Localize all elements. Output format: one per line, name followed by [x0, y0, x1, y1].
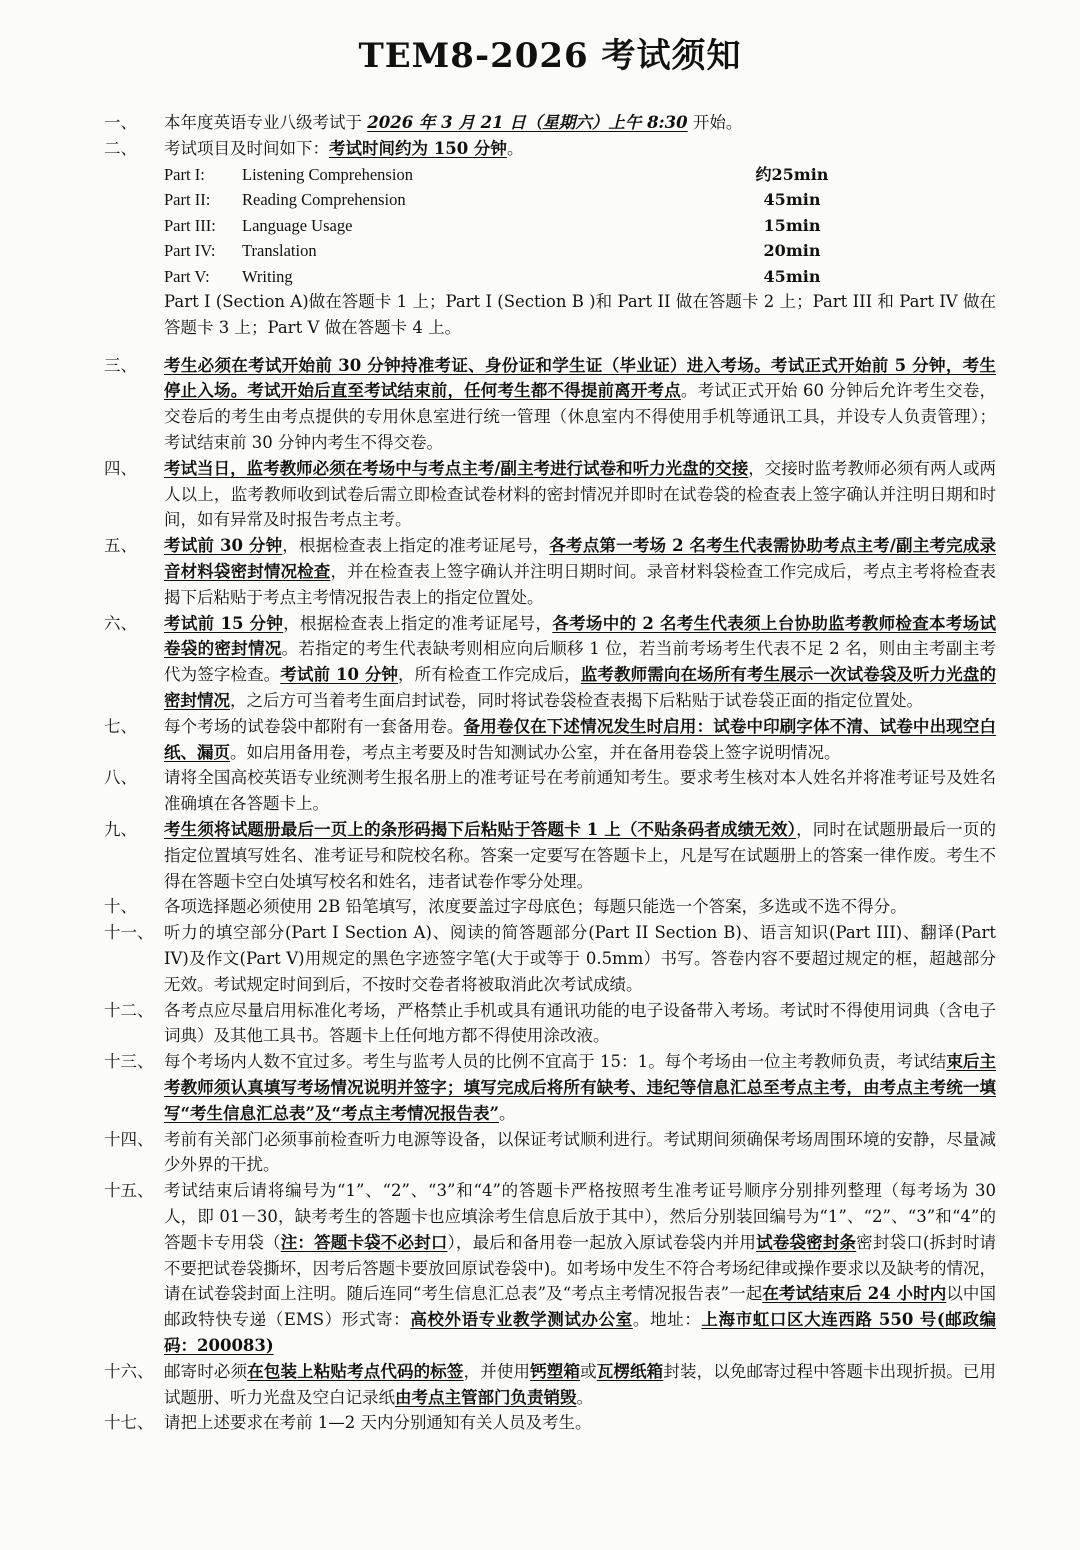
part-time: 20min: [763, 241, 821, 261]
emphasized-text: 考试前 10 分钟: [280, 665, 399, 685]
emphasized-text: 监考教师需向在场所有考生展示一次试卷袋及听力光盘的密封情况: [164, 665, 997, 711]
notice-item: [104, 714, 996, 766]
notice-item: [104, 533, 996, 610]
item-text-segment: 请将全国高校英语专业统测考生报名册上的准考证号在考前通知考生。要求考生核对本人姓名并将准考证号及姓名准确填在各答题卡上。: [164, 768, 996, 814]
part-time: 45min: [763, 190, 821, 210]
item-number: 一、: [104, 113, 137, 132]
item-text-segment: 请把上述要求在考前 1—2 天内分别通知有关人员及考生。: [164, 1413, 592, 1433]
item-text: [164, 353, 996, 456]
part-label: Part III:: [164, 215, 216, 235]
item-text: [164, 1127, 996, 1179]
emphasized-text: 在包装上粘贴考点代码的标签: [247, 1361, 464, 1381]
item-text-segment: 封装，以免邮寄过程中答题卡出现折损。已用试题册、听力光盘及空白记录纸: [164, 1361, 997, 1407]
item-text: [164, 765, 996, 817]
item-text: [164, 110, 996, 136]
item-text-segment: 开始。: [687, 113, 743, 132]
item-number: 十四、: [104, 1129, 154, 1149]
item-text-segment: ，并在检查表上签字确认并注明日期时间。录音材料袋检查工作完成后，考点主考将检查表揭下后粘贴于考点主考情况报告表上的指定位置处。: [164, 562, 997, 607]
item-text-segment: 考前有关部门必须事前检查听力电源等设备，以保证考试顺利进行。考试期间须确保考场周围环境的安静，尽量减少外界的干扰。: [164, 1129, 996, 1175]
emphasized-text: 由考点主管部门负责销毁: [395, 1387, 577, 1407]
emphasized-text: 束后主考教师须认真填写考场情况说明并签字；填写完成后将所有缺考、违纪等信息汇总至考点主考，由考点主考统一填写“考生信息汇总表”及“考点主考情况报告表”: [164, 1052, 996, 1123]
item-text-segment: 。: [506, 138, 524, 158]
emphasized-text: 考试时间约为 150 分钟: [329, 138, 507, 158]
exam-part-row: [164, 162, 996, 188]
notice-item: [104, 1127, 996, 1179]
item-text: [164, 611, 996, 714]
notice-list: [104, 110, 996, 1436]
notice-item: [104, 110, 996, 136]
item-text-segment: ），最后和备用卷一起放入原试卷袋内并用: [447, 1232, 757, 1252]
item-text-segment: 邮寄时必须: [164, 1361, 248, 1381]
item-text: [164, 998, 996, 1050]
part-label: Part II:: [164, 190, 211, 210]
item-number: 六、: [104, 613, 137, 633]
item-text-segment: 。如启用备用卷，考点主考要及时告知测试办公室，并在备用卷袋上签字说明情况。: [230, 742, 841, 762]
item-text-segment: 密封袋口(拆封时请不要把试卷袋撕坏，因考后答题卡要放回原试卷袋中)。如考场中发生不符合考场纪律或操作要求以及缺考的情况，请在试卷袋封面上注明。随后连同“考生信息汇总表”及“考点主考情况报告表”一起: [164, 1232, 997, 1304]
item-text-segment: 本年度英语专业八级考试于: [164, 113, 368, 132]
part-name: Listening Comprehension: [242, 164, 413, 184]
item-text: [164, 894, 996, 920]
page-title: TEM8-2026 考试须知: [358, 36, 742, 76]
spacer: [104, 341, 996, 353]
emphasized-text: 注：答题卡袋不必封口: [280, 1232, 448, 1252]
part-name: Language Usage: [242, 215, 353, 235]
item-text-segment: 。: [498, 1103, 516, 1123]
exam-part-row: [164, 187, 996, 213]
notice-item: [104, 1359, 996, 1411]
item-number: 五、: [104, 536, 137, 556]
item-text-segment: 各项选择题必须使用 2B 铅笔填写，浓度要盖过字母底色；每题只能选一个答案，多选或不选不得分。: [164, 897, 907, 917]
notice-item: [104, 1049, 996, 1126]
notice-item: [104, 920, 996, 997]
item-text-segment: 听力的填空部分(Part I Section A)、阅读的简答题部分(Part II Section B)、语言知识(Part III)、翻译(Part IV)及作文(Part V)用规定的黑色字迹签字笔(大于或等于 0.5mm）书写。答卷内容不要超过规定的框，超越部分无效。考试规定时间到后，不按时交卷者将被取消此次考试成绩。: [164, 923, 996, 994]
emphasized-text: 瓦楞纸箱: [596, 1361, 664, 1381]
item-text-segment: 考试项目及时间如下：: [164, 138, 329, 158]
item-number: 九、: [104, 820, 137, 840]
item-number: 十六、: [104, 1361, 154, 1381]
item-text: [164, 1178, 996, 1359]
part-name: Translation: [242, 241, 317, 261]
answer-sheet-note: Part I (Section A)做在答题卡 1 上；Part I (Section B )和 Part II 做在答题卡 2 上；Part III 和 Part IV 做在答题卡 3 上；Part V 做在答题卡 4 上。: [164, 292, 996, 337]
item-number: 二、: [104, 138, 137, 158]
item-text: [164, 714, 996, 766]
item-number: 十七、: [104, 1413, 154, 1433]
emphasized-text: 各考点第一考场 2 名考生代表需协助考点主考/副主考完成录音材料袋密封情况检查: [164, 536, 997, 582]
item-text-segment: ，同时在试题册最后一页的指定位置填写姓名、准考证号和院校名称。答案一定要写在答题卡上，凡是写在试题册上的答案一律作废。考生不得在答题卡空白处填写校名和姓名，违者试卷作零分处理。: [164, 820, 996, 891]
part-time: 15min: [763, 215, 821, 235]
item-text: [164, 533, 996, 610]
item-text-segment: ，之后方可当着考生面启封试卷，同时将试卷袋检查表揭下后粘贴于试卷袋正面的指定位置处。: [230, 691, 923, 711]
emphasized-text: 备用卷仅在下述情况发生时启用：试卷中印刷字体不清、试卷中出现空白纸、漏页: [164, 716, 997, 762]
item-text-segment: 每个考场内人数不宜过多。考生与监考人员的比例不宜高于 15：1。每个考场由一位主考教师负责，考试结: [164, 1052, 947, 1072]
item-text-segment: ，并使用: [463, 1361, 531, 1381]
item-text-segment: 以中国邮政特快专递（EMS）形式寄：: [164, 1284, 997, 1330]
item-number: 三、: [104, 355, 137, 375]
notice-item: [104, 1410, 996, 1436]
emphasized-text: 试卷袋密封条: [756, 1232, 857, 1252]
item-number: 十五、: [104, 1181, 154, 1201]
emphasized-text: 各考场中的 2 名考生代表须上台协助监考教师检查本考场试卷袋的密封情况: [164, 613, 997, 659]
part-label: Part IV:: [164, 241, 216, 261]
item-number: 十一、: [104, 923, 154, 943]
item-number: 七、: [104, 716, 137, 736]
part-time: 约25min: [755, 164, 829, 184]
exam-part-row: [164, 213, 996, 239]
item-text-segment: 。考试正式开始 60 分钟后允许考生交卷，交卷后的考生由考点提供的专用休息室进行统一管理（休息室内不得使用手机等通讯工具，并设专人负责管理）；考试结束前 30 分钟内考生不得交卷。: [164, 381, 996, 453]
notice-item: [104, 611, 996, 714]
item-text: [164, 1359, 996, 1411]
item-text-segment: 。: [576, 1387, 593, 1407]
part-name: Writing: [242, 266, 293, 286]
emphasized-text: 2026 年 3 月 21 日（星期六）上午 8:30: [367, 113, 688, 132]
item-text: [164, 817, 996, 894]
emphasized-text: 考生须将试题册最后一页上的条形码揭下后粘贴于答题卡 1 上（不贴条码者成绩无效）: [164, 820, 797, 840]
item-text-segment: 每个考场的试卷袋中都附有一套备用卷。: [164, 716, 464, 736]
item-text-segment: ，交接时监考教师必须有两人或两人以上，监考教师收到试卷后需立即检查试卷材料的密封情况并即时在试卷袋的检查表上签字确认并注明日期和时间，如有异常及时报告考点主考。: [164, 458, 997, 530]
emphasized-text: 考试前 30 分钟: [164, 536, 283, 556]
item-number: 十二、: [104, 1000, 154, 1020]
emphasized-text: 钙塑箱: [530, 1361, 581, 1381]
exam-part-row: [164, 264, 996, 290]
item-text-segment: 。地址：: [632, 1310, 702, 1330]
emphasized-text: 考试当日，监考教师必须在考场中与考点主考/副主考进行试卷和听力光盘的交接: [164, 458, 749, 478]
item-text-segment: 。若指定的考生代表缺考则相应向后顺移 1 位，若当前考场考生代表不足 2 名，则由主考副主考代为签字检查。: [164, 639, 997, 685]
exam-parts-table: [164, 162, 996, 341]
notice-item: [104, 1178, 996, 1359]
item-number: 八、: [104, 768, 137, 788]
notice-item: [104, 456, 996, 533]
item-text: [164, 136, 996, 341]
item-text-segment: 或: [580, 1361, 597, 1381]
item-number: 四、: [104, 458, 137, 478]
item-text: [164, 920, 996, 997]
notice-item: [104, 817, 996, 894]
notice-item: [104, 136, 996, 341]
item-number: 十三、: [104, 1052, 154, 1072]
item-text: [164, 1410, 996, 1436]
notice-item: [104, 353, 996, 456]
part-time: 45min: [763, 266, 821, 286]
notice-item: [104, 765, 996, 817]
item-text-segment: ，根据检查表上指定的准考证尾号，: [283, 613, 553, 633]
exam-part-row: [164, 238, 996, 264]
emphasized-text: 在考试结束后 24 小时内: [762, 1284, 947, 1304]
part-name: Reading Comprehension: [242, 190, 406, 210]
emphasized-text: 高校外语专业教学测试办公室: [410, 1310, 633, 1330]
item-text-segment: ，根据检查表上指定的准考证尾号，: [282, 536, 550, 556]
emphasized-text: 考生必须在考试开始前 30 分钟持准考证、身份证和学生证（毕业证）进入考场。考试正式开始前 5 分钟，考生停止入场。考试开始后直至考试结束前，任何考生都不得提前离开考点: [164, 355, 996, 401]
item-text-segment: 各考点应尽量启用标准化考场，严格禁止手机或具有通讯功能的电子设备带入考场。考试时不得使用词典（含电子词典）及其他工具书。答题卡上任何地方都不得使用涂改液。: [164, 1000, 996, 1046]
item-number: 十、: [104, 897, 137, 917]
item-text-segment: 考试结束后请将编号为“1”、“2”、“3”和“4”的答题卡严格按照考生准考证号顺序分别排列整理（每考场为 30 人，即 01－30，缺考考生的答题卡也应填涂考生信息后放于其中），然后分别装回编号为“1”、“2”、“3”和“4”的答题卡专用袋（: [164, 1181, 996, 1252]
item-text: [164, 1049, 996, 1126]
notice-item: [104, 998, 996, 1050]
notice-item: [104, 894, 996, 920]
part-label: Part I:: [164, 164, 205, 184]
emphasized-text: 上海市虹口区大连西路 550 号(邮政编码：200083): [164, 1310, 997, 1355]
item-text-segment: ，所有检查工作完成后，: [398, 665, 581, 685]
item-text: [164, 456, 996, 533]
emphasized-text: 考试前 15 分钟: [164, 613, 284, 633]
part-label: Part V:: [164, 266, 210, 286]
